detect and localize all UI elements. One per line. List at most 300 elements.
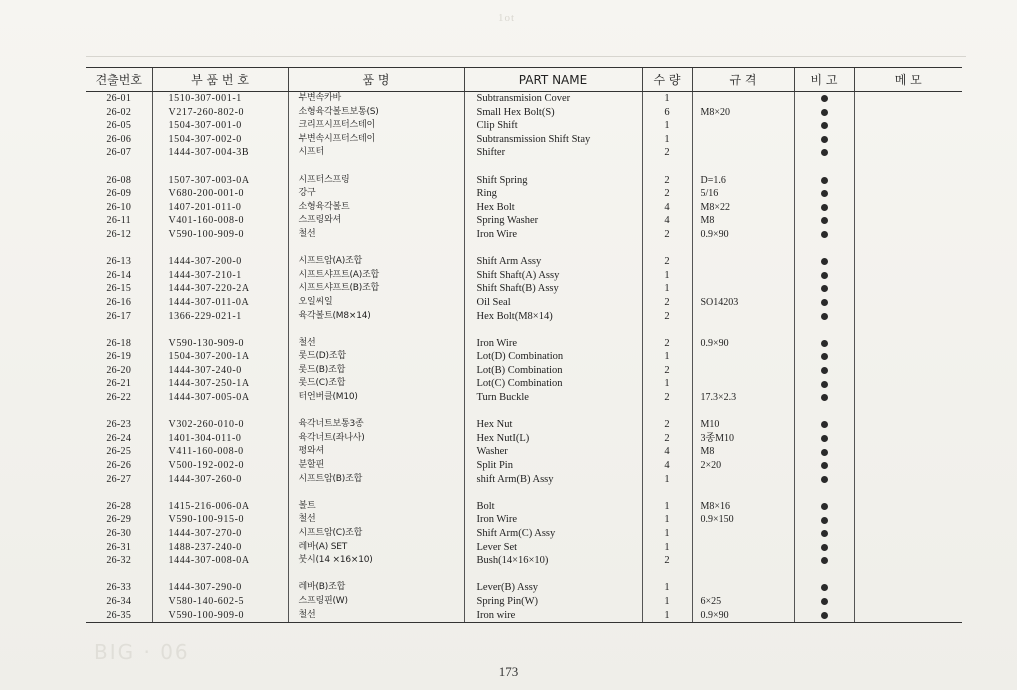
spec-cell: M8×16 [692, 500, 794, 514]
memo-cell [854, 92, 962, 106]
table-row [86, 187, 962, 201]
part-number-cell: 1444-307-210-1 [152, 269, 288, 283]
remark-cell [794, 92, 854, 106]
memo-cell [854, 174, 962, 188]
part-name-cell: Hex Bolt(M8×14) [464, 310, 642, 324]
table-row [86, 541, 962, 555]
part-name-cell: Shift Shaft(B) Assy [464, 282, 642, 296]
ref-no-cell: 26-18 [106, 337, 132, 349]
spacer-cell [464, 568, 642, 582]
table-row [86, 296, 962, 310]
korean-name-cell: 철선 [288, 337, 464, 351]
quantity-cell: 1 [642, 377, 692, 391]
quantity-cell: 1 [642, 581, 692, 595]
spec-cell [692, 92, 794, 106]
ref-no-cell: 26-06 [106, 133, 132, 145]
part-name-cell: Iron Wire [464, 337, 642, 351]
ref-no-cell: 26-23 [106, 419, 132, 431]
part-number-cell: 1407-201-011-0 [152, 201, 288, 215]
remark-cell [794, 133, 854, 147]
memo-cell [854, 609, 962, 623]
ref-no-cell: 26-21 [106, 378, 132, 390]
part-number-cell: V590-100-909-0 [152, 228, 288, 242]
quantity-cell: 4 [642, 201, 692, 215]
korean-name-cell: 크리프시프터스테이 [288, 119, 464, 133]
remark-cell [794, 364, 854, 378]
korean-name-cell: 롯드(C)조합 [288, 377, 464, 391]
spacer-cell [692, 568, 794, 582]
part-number-cell: 1444-307-004-3B [152, 146, 288, 160]
remark-dot-icon [821, 530, 828, 537]
part-name-cell: Small Hex Bolt(S) [464, 106, 642, 120]
ref-no-cell: 26-09 [106, 188, 132, 200]
spacer-cell [794, 323, 854, 337]
remark-dot-icon [821, 136, 828, 143]
part-number-cell: 1444-307-220-2A [152, 282, 288, 296]
korean-name-cell: 철선 [288, 228, 464, 242]
part-number-cell: V302-260-010-0 [152, 418, 288, 432]
spec-cell [692, 541, 794, 555]
spacer-cell [86, 405, 152, 419]
spacer-cell [854, 160, 962, 174]
group-spacer-row [86, 242, 962, 256]
korean-name-cell: 소형육각볼트 [288, 201, 464, 215]
part-name-cell: Bush(14×16×10) [464, 554, 642, 568]
memo-cell [854, 214, 962, 228]
remark-cell [794, 554, 854, 568]
remark-cell [794, 391, 854, 405]
part-name-cell: Washer [464, 445, 642, 459]
korean-name-cell: 시프트암(A)조합 [288, 255, 464, 269]
korean-name-cell: 스프링핀(W) [288, 595, 464, 609]
remark-cell [794, 119, 854, 133]
spacer-cell [464, 323, 642, 337]
part-number-cell: 1444-307-008-0A [152, 554, 288, 568]
spec-cell [692, 364, 794, 378]
ref-no-cell: 26-14 [106, 269, 132, 281]
remark-dot-icon [821, 95, 828, 102]
spacer-cell [642, 242, 692, 256]
table-row [86, 201, 962, 215]
table-row [86, 473, 962, 487]
table-row [86, 432, 962, 446]
spacer-cell [152, 568, 288, 582]
part-number-cell: 1444-307-290-0 [152, 581, 288, 595]
spacer-cell [288, 160, 464, 174]
ref-no-cell: 26-05 [106, 120, 132, 132]
remark-dot-icon [821, 340, 828, 347]
korean-name-cell: 소형육각볼트보통(S) [288, 106, 464, 120]
ref-no-cell: 26-26 [106, 460, 132, 472]
memo-cell [854, 377, 962, 391]
remark-dot-icon [821, 435, 828, 442]
quantity-cell: 1 [642, 541, 692, 555]
remark-dot-icon [821, 381, 828, 388]
parts-table [86, 67, 962, 623]
spacer-cell [854, 568, 962, 582]
part-number-cell: 1444-307-270-0 [152, 527, 288, 541]
remark-dot-icon [821, 177, 828, 184]
spacer-cell [464, 486, 642, 500]
spacer-cell [794, 160, 854, 174]
spacer-cell [152, 486, 288, 500]
memo-cell [854, 391, 962, 405]
korean-name-cell: 터언버클(M10) [288, 391, 464, 405]
remark-cell [794, 269, 854, 283]
part-name-cell: Shift Arm Assy [464, 255, 642, 269]
quantity-cell: 1 [642, 119, 692, 133]
quantity-cell: 4 [642, 214, 692, 228]
ref-no-cell: 26-11 [106, 215, 131, 227]
group-spacer-row [86, 323, 962, 337]
remark-cell [794, 106, 854, 120]
table-row [86, 459, 962, 473]
ref-no-cell: 26-34 [106, 595, 132, 607]
table-row [86, 500, 962, 514]
ref-no-cell: 26-24 [106, 432, 132, 444]
table-row [86, 595, 962, 609]
ref-no-cell: 26-32 [106, 555, 132, 567]
part-name-cell: shift Arm(B) Assy [464, 473, 642, 487]
table-row [86, 106, 962, 120]
ref-no-cell: 26-17 [106, 310, 132, 322]
part-number-cell: 1415-216-006-0A [152, 500, 288, 514]
table-row [86, 92, 962, 106]
remark-dot-icon [821, 217, 828, 224]
bleed-through-header: 1ot [498, 12, 516, 24]
part-name-cell: Iron Wire [464, 228, 642, 242]
spacer-cell [86, 323, 152, 337]
remark-cell [794, 459, 854, 473]
spec-cell: M8×22 [692, 201, 794, 215]
remark-dot-icon [821, 612, 828, 619]
spacer-cell [692, 323, 794, 337]
header-part-number: 부 품 번 호 [152, 68, 288, 92]
remark-dot-icon [821, 462, 828, 469]
spec-cell: 5/16 [692, 187, 794, 201]
spec-cell [692, 310, 794, 324]
spec-cell [692, 255, 794, 269]
korean-name-cell: 시프트샤프트(A)조합 [288, 269, 464, 283]
header-remark: 비 고 [794, 68, 854, 92]
korean-name-cell: 철선 [288, 513, 464, 527]
korean-name-cell: 육각너트(좌나사) [288, 432, 464, 446]
remark-cell [794, 201, 854, 215]
spacer-cell [794, 242, 854, 256]
part-number-cell: 1444-307-240-0 [152, 364, 288, 378]
memo-cell [854, 432, 962, 446]
memo-cell [854, 133, 962, 147]
ref-no-cell: 26-08 [106, 174, 132, 186]
remark-dot-icon [821, 557, 828, 564]
spacer-cell [854, 486, 962, 500]
korean-name-cell: 스프링와셔 [288, 214, 464, 228]
top-rule [86, 56, 966, 57]
part-number-cell: 1444-307-260-0 [152, 473, 288, 487]
part-name-cell: Clip Shift [464, 119, 642, 133]
korean-name-cell: 부변속카바 [288, 92, 464, 106]
korean-name-cell: 시프트암(C)조합 [288, 527, 464, 541]
korean-name-cell: 시프터스프링 [288, 174, 464, 188]
table-row [86, 269, 962, 283]
spacer-cell [152, 323, 288, 337]
part-name-cell: Split Pin [464, 459, 642, 473]
spacer-cell [152, 405, 288, 419]
spec-cell: 0.9×90 [692, 228, 794, 242]
spec-cell [692, 554, 794, 568]
remark-dot-icon [821, 544, 828, 551]
part-number-cell: 1366-229-021-1 [152, 310, 288, 324]
remark-dot-icon [821, 598, 828, 605]
spec-cell [692, 473, 794, 487]
table-row [86, 527, 962, 541]
table-row [86, 119, 962, 133]
quantity-cell: 1 [642, 92, 692, 106]
part-number-cell: 1507-307-003-0A [152, 174, 288, 188]
memo-cell [854, 513, 962, 527]
remark-dot-icon [821, 122, 828, 129]
spec-cell: 0.9×150 [692, 513, 794, 527]
quantity-cell: 1 [642, 527, 692, 541]
spec-cell: 17.3×2.3 [692, 391, 794, 405]
ref-no-cell: 26-28 [106, 500, 132, 512]
remark-dot-icon [821, 299, 828, 306]
spacer-cell [642, 405, 692, 419]
remark-cell [794, 296, 854, 310]
memo-cell [854, 337, 962, 351]
spec-cell: 3종M10 [692, 432, 794, 446]
part-name-cell: Lot(B) Combination [464, 364, 642, 378]
header-memo: 메 모 [854, 68, 962, 92]
ref-no-cell: 26-30 [106, 528, 132, 539]
ref-no-cell: 26-27 [106, 473, 132, 485]
remark-dot-icon [821, 109, 828, 116]
korean-name-cell: 강구 [288, 187, 464, 201]
memo-cell [854, 228, 962, 242]
table-row [86, 337, 962, 351]
part-name-cell: Hex Bolt [464, 201, 642, 215]
part-number-cell: V590-100-909-0 [152, 609, 288, 623]
quantity-cell: 2 [642, 146, 692, 160]
table-row [86, 214, 962, 228]
memo-cell [854, 282, 962, 296]
korean-name-cell: 볼트 [288, 500, 464, 514]
part-name-cell: Spring Washer [464, 214, 642, 228]
memo-cell [854, 595, 962, 609]
part-number-cell: 1488-237-240-0 [152, 541, 288, 555]
spacer-cell [642, 323, 692, 337]
spacer-cell [464, 160, 642, 174]
remark-dot-icon [821, 149, 828, 156]
part-number-cell: 1444-307-005-0A [152, 391, 288, 405]
remark-dot-icon [821, 204, 828, 211]
remark-dot-icon [821, 503, 828, 510]
remark-dot-icon [821, 421, 828, 428]
ref-no-cell: 26-12 [106, 228, 132, 240]
table-row [86, 418, 962, 432]
part-number-cell: 1444-307-250-1A [152, 377, 288, 391]
table-row [86, 350, 962, 364]
memo-cell [854, 269, 962, 283]
part-number-cell: 1504-307-001-0 [152, 119, 288, 133]
quantity-cell: 2 [642, 310, 692, 324]
part-name-cell: Iron wire [464, 609, 642, 623]
quantity-cell: 1 [642, 473, 692, 487]
ref-no-cell: 26-20 [106, 364, 132, 376]
part-name-cell: Subtransmission Shift Stay [464, 133, 642, 147]
quantity-cell: 1 [642, 269, 692, 283]
part-name-cell: Ring [464, 187, 642, 201]
part-number-cell: V401-160-008-0 [152, 214, 288, 228]
memo-cell [854, 554, 962, 568]
table-row [86, 377, 962, 391]
spacer-cell [86, 568, 152, 582]
spec-cell [692, 527, 794, 541]
spec-cell [692, 377, 794, 391]
memo-cell [854, 187, 962, 201]
remark-cell [794, 310, 854, 324]
table-body [86, 92, 962, 623]
quantity-cell: 1 [642, 350, 692, 364]
page-number: 173 [498, 664, 519, 679]
ref-no-cell: 26-25 [106, 446, 132, 458]
korean-name-cell: 평와셔 [288, 445, 464, 459]
korean-name-cell: 롯드(D)조합 [288, 350, 464, 364]
spacer-cell [854, 405, 962, 419]
spec-cell: D=1.6 [692, 174, 794, 188]
spec-cell [692, 119, 794, 133]
part-name-cell: Shifter [464, 146, 642, 160]
remark-dot-icon [821, 476, 828, 483]
bleed-through-footer: BIG · 06 [94, 640, 190, 664]
remark-dot-icon [821, 449, 828, 456]
memo-cell [854, 201, 962, 215]
spacer-cell [794, 568, 854, 582]
remark-cell [794, 581, 854, 595]
korean-name-cell: 철선 [288, 609, 464, 623]
memo-cell [854, 445, 962, 459]
remark-cell [794, 418, 854, 432]
ref-no-cell: 26-07 [106, 147, 132, 159]
spec-cell: 0.9×90 [692, 609, 794, 623]
remark-cell [794, 146, 854, 160]
spec-cell: 2×20 [692, 459, 794, 473]
spacer-cell [854, 242, 962, 256]
spacer-cell [642, 486, 692, 500]
part-name-cell: Spring Pin(W) [464, 595, 642, 609]
part-number-cell: 1504-307-200-1A [152, 350, 288, 364]
spacer-cell [642, 568, 692, 582]
ref-no-cell: 26-33 [106, 582, 132, 594]
quantity-cell: 2 [642, 337, 692, 351]
korean-name-cell: 분할핀 [288, 459, 464, 473]
korean-name-cell: 시프트샤프트(B)조합 [288, 282, 464, 296]
ref-no-cell: 26-31 [106, 541, 132, 553]
quantity-cell: 2 [642, 174, 692, 188]
spacer-cell [464, 405, 642, 419]
group-spacer-row [86, 568, 962, 582]
spacer-cell [692, 405, 794, 419]
quantity-cell: 1 [642, 282, 692, 296]
spec-cell: SO14203 [692, 296, 794, 310]
header-part-name: PART NAME [464, 68, 642, 92]
remark-dot-icon [821, 285, 828, 292]
part-name-cell: Bolt [464, 500, 642, 514]
part-name-cell: Lever Set [464, 541, 642, 555]
quantity-cell: 1 [642, 500, 692, 514]
group-spacer-row [86, 405, 962, 419]
remark-dot-icon [821, 394, 828, 401]
remark-dot-icon [821, 353, 828, 360]
korean-name-cell: 레바(A) SET [288, 541, 464, 555]
part-number-cell: V500-192-002-0 [152, 459, 288, 473]
ref-no-cell: 26-16 [106, 296, 132, 308]
memo-cell [854, 310, 962, 324]
korean-name-cell: 오일씨일 [288, 296, 464, 310]
part-number-cell: V411-160-008-0 [152, 445, 288, 459]
remark-cell [794, 187, 854, 201]
memo-cell [854, 350, 962, 364]
part-number-cell: V680-200-001-0 [152, 187, 288, 201]
part-name-cell: Turn Buckle [464, 391, 642, 405]
remark-cell [794, 541, 854, 555]
quantity-cell: 2 [642, 255, 692, 269]
korean-name-cell: 육각볼트(M8×14) [288, 310, 464, 324]
korean-name-cell: 육각너트보통3종 [288, 418, 464, 432]
spacer-cell [794, 405, 854, 419]
part-number-cell: 1504-307-002-0 [152, 133, 288, 147]
part-number-cell: V217-260-802-0 [152, 106, 288, 120]
table-row [86, 174, 962, 188]
ref-no-cell: 26-10 [106, 201, 132, 213]
memo-cell [854, 541, 962, 555]
spacer-cell [288, 242, 464, 256]
korean-name-cell: 부변속시프터스테이 [288, 133, 464, 147]
remark-dot-icon [821, 584, 828, 591]
table-row [86, 255, 962, 269]
ref-no-cell: 26-35 [86, 609, 152, 623]
remark-cell [794, 377, 854, 391]
memo-cell [854, 581, 962, 595]
quantity-cell: 1 [642, 595, 692, 609]
part-number-cell: V580-140-602-5 [152, 595, 288, 609]
remark-dot-icon [821, 190, 828, 197]
part-name-cell: Oil Seal [464, 296, 642, 310]
table-row [86, 228, 962, 242]
part-name-cell: Subtransmision Cover [464, 92, 642, 106]
spec-cell: M8 [692, 214, 794, 228]
spacer-cell [288, 405, 464, 419]
remark-dot-icon [821, 258, 828, 265]
spec-cell [692, 581, 794, 595]
table-header-row [86, 68, 962, 92]
remark-cell [794, 255, 854, 269]
table-row [86, 310, 962, 324]
spec-cell: 0.9×90 [692, 337, 794, 351]
table-row [86, 513, 962, 527]
header-ref-no: 견출번호 [86, 68, 152, 92]
memo-cell [854, 106, 962, 120]
remark-dot-icon [821, 272, 828, 279]
spec-cell [692, 146, 794, 160]
remark-cell [794, 500, 854, 514]
spec-cell: 6×25 [692, 595, 794, 609]
remark-cell [794, 350, 854, 364]
header-korean-name: 품 명 [288, 68, 464, 92]
quantity-cell: 2 [642, 364, 692, 378]
korean-name-cell: 롯드(B)조합 [288, 364, 464, 378]
remark-cell [794, 445, 854, 459]
